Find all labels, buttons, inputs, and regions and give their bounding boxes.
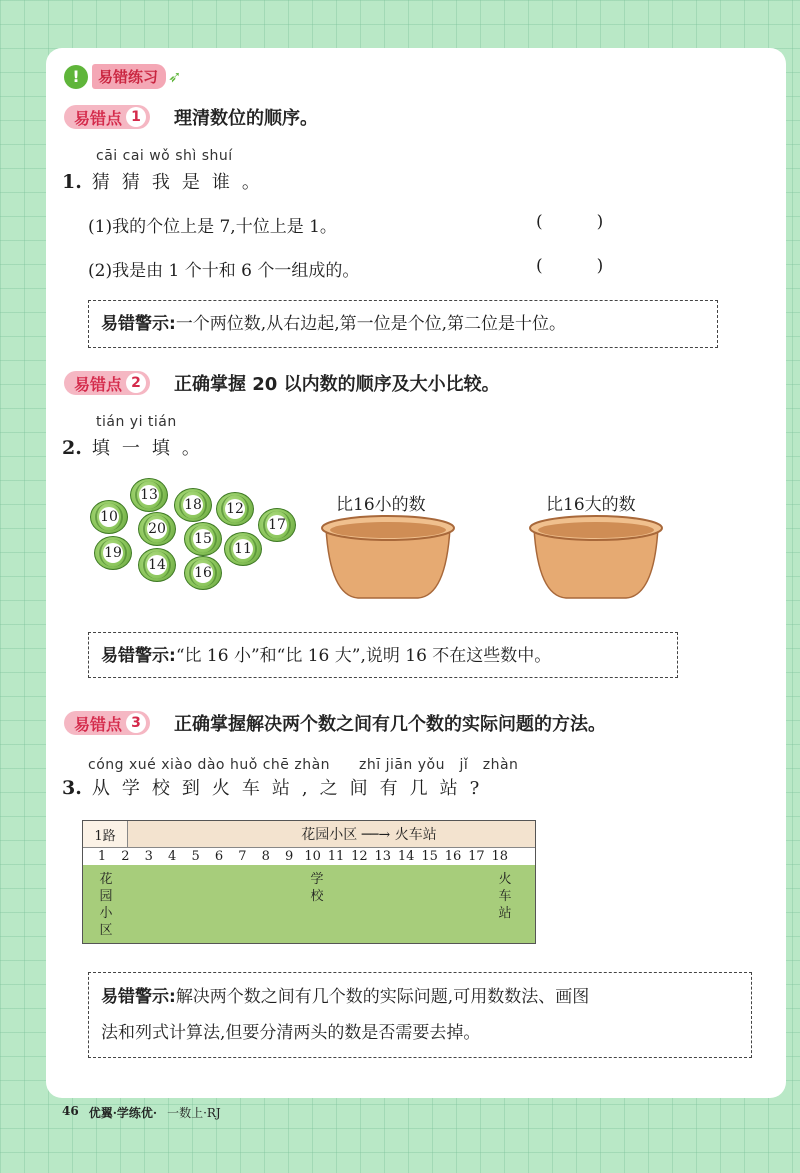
watermelon [216, 492, 254, 526]
stop-number: 6 [214, 849, 224, 864]
tag-number: 2 [126, 373, 146, 393]
melon-number: 13 [140, 487, 158, 503]
q3-pinyin: cóng xué xiào dào huǒ chē zhàn zhī jiān yǒu jǐ zhàn [88, 757, 519, 773]
q1-prompt [62, 168, 272, 194]
stop-number: 16 [444, 849, 462, 864]
stop-number: 3 [144, 849, 153, 864]
question-text: 猜猜我是谁。 [91, 172, 272, 193]
q3-prompt [62, 774, 491, 800]
stop-number: 9 [285, 849, 294, 864]
route-number: 1路 [83, 821, 128, 847]
route-stops-area [83, 865, 535, 943]
melon-number: 15 [194, 531, 212, 547]
workbook-page [46, 48, 786, 1120]
section-header [64, 64, 181, 89]
tag-label: 易错点 [74, 374, 123, 394]
stop-number: 17 [468, 849, 485, 864]
book-title: 优翼·学练优· [88, 1106, 158, 1120]
warning-text: 解决两个数之间有几个数的实际问题,可用数数法、画图 [175, 987, 590, 1007]
stop-number: 12 [351, 849, 368, 864]
section-title: 正确掌握解决两个数之间有几个数的实际问题的方法。 [174, 714, 607, 735]
question-text: 填一填。 [91, 438, 212, 459]
error-point-tag [64, 371, 150, 395]
warning-label: 易错警示: [101, 314, 176, 334]
error-point-tag [64, 711, 150, 735]
grade-label: 一数上·RJ [167, 1106, 221, 1120]
basket-label-greater: 比16大的数 [546, 495, 636, 515]
stop-number: 10 [304, 849, 321, 864]
stop-number: 13 [374, 849, 392, 864]
watermelon [174, 488, 212, 522]
melon-number: 14 [148, 557, 166, 573]
bus-route-sign [82, 820, 536, 944]
q2-prompt [62, 434, 212, 460]
melon-number: 11 [234, 541, 252, 557]
warning-box [88, 300, 718, 348]
stop-number: 7 [238, 849, 247, 864]
tag-number: 3 [126, 713, 146, 733]
route-header [83, 821, 535, 848]
watermelon [94, 536, 132, 570]
watermelon [184, 522, 222, 556]
stop-number: 15 [421, 849, 438, 864]
watermelon [224, 532, 262, 566]
watermelon [138, 548, 176, 582]
melon-number: 18 [184, 497, 202, 513]
melon-number: 10 [100, 509, 118, 525]
tag-label: 易错点 [74, 108, 123, 128]
melon-number: 19 [104, 545, 122, 561]
warning-text: 一个两位数,从右边起,第一位是个位,第二位是十位。 [175, 314, 567, 334]
warning-text: “比 16 小”和“比 16 大”,说明 16 不在这些数中。 [175, 646, 552, 666]
q1-pinyin: cāi cai wǒ shì shuí [96, 148, 233, 164]
q1-item-1: (1)我的个位上是 7,十位上是 1。 [88, 217, 337, 237]
stop-label-first: 花园小区 [99, 872, 113, 938]
question-text: 从学校到火车站,之间有几站? [91, 778, 492, 799]
page-number: 46 [62, 1104, 79, 1118]
arrow-icon: ➶ [168, 67, 182, 86]
basket-label-less: 比16小的数 [336, 495, 426, 515]
q1-item-2: (2)我是由 1 个十和 6 个一组成的。 [88, 261, 360, 281]
error-point-tag [64, 105, 150, 129]
stop-number: 5 [191, 849, 200, 864]
watermelon [258, 508, 296, 542]
melon-number: 16 [194, 565, 212, 581]
question-number: 2. [62, 437, 82, 459]
tag-number: 1 [126, 107, 146, 127]
stop-number: 18 [491, 849, 509, 864]
stop-label-middle: 学校 [310, 872, 324, 904]
basket-less-than-16[interactable] [318, 512, 458, 602]
stop-number: 4 [168, 849, 177, 864]
stop-number: 2 [121, 849, 130, 864]
route-direction: 花园小区 ──→ 火车站 [301, 827, 437, 843]
stop-number: 14 [397, 849, 415, 864]
watermelon [130, 478, 168, 512]
section-title: 理清数位的顺序。 [174, 108, 319, 129]
question-number: 1. [62, 171, 82, 193]
section-3-heading [64, 710, 606, 736]
answer-blank[interactable]: ( ) [536, 256, 604, 276]
warning-text: 法和列式计算法,但要分清两头的数是否需要去掉。 [101, 1023, 481, 1043]
exclamation-icon: ! [64, 65, 88, 89]
tag-label: 易错点 [74, 714, 123, 734]
section-title: 正确掌握 20 以内数的顺序及大小比较。 [174, 374, 500, 395]
stop-number: 11 [327, 849, 345, 864]
basket-greater-than-16[interactable] [526, 512, 666, 602]
watermelon [90, 500, 128, 534]
warning-label: 易错警示: [101, 987, 176, 1007]
answer-blank[interactable]: ( ) [536, 212, 604, 232]
section-header-title: 易错练习 [92, 64, 166, 89]
section-2-heading [64, 370, 500, 396]
watermelon [184, 556, 222, 590]
section-1-heading [64, 104, 318, 130]
page-footer [62, 1104, 221, 1121]
q2-pinyin: tián yi tián [96, 414, 177, 430]
melon-number: 20 [148, 521, 166, 537]
melon-number: 17 [268, 517, 286, 533]
stop-label-last: 火车站 [498, 872, 512, 921]
warning-label: 易错警示: [101, 646, 176, 666]
question-number: 3. [62, 777, 82, 799]
stop-number: 8 [261, 849, 270, 864]
stop-number: 1 [97, 849, 107, 864]
melon-number: 12 [226, 501, 244, 517]
watermelon [138, 512, 176, 546]
warning-box [88, 632, 678, 678]
warning-box [88, 972, 752, 1058]
